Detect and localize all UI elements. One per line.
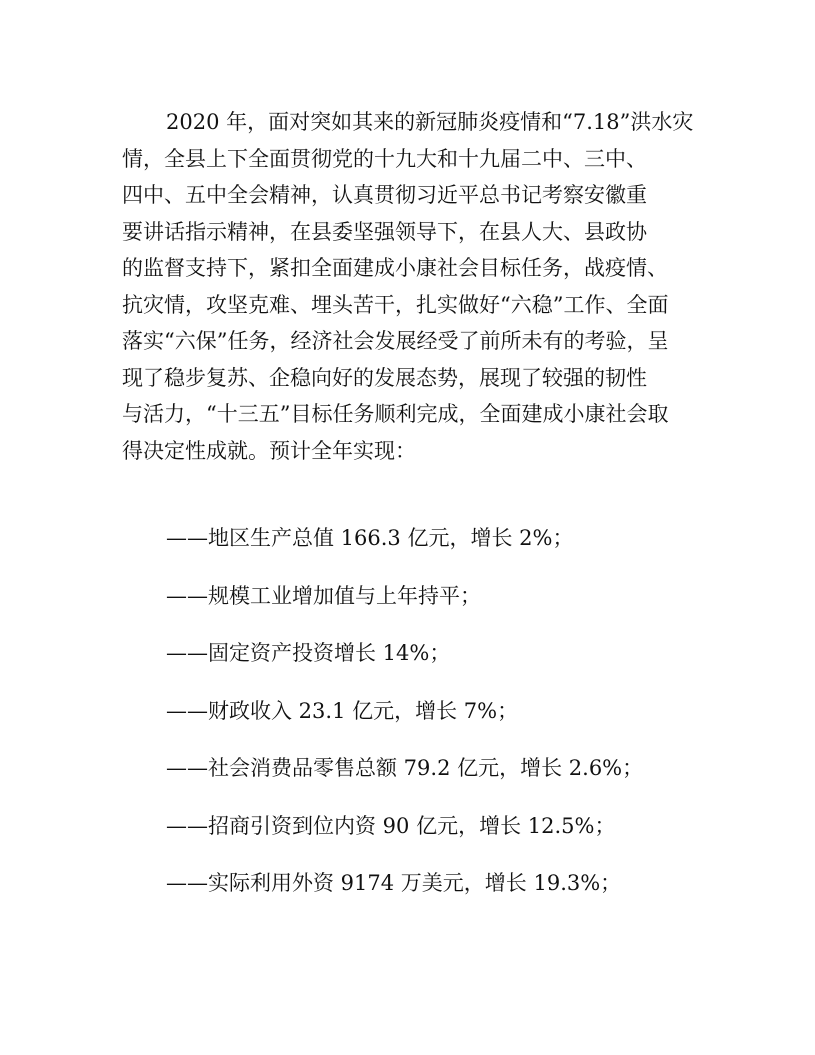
paragraph-line: 的监督支持下，紧扣全面建成小康社会目标任务，战疫情、 (122, 256, 668, 280)
list-item: ——财政收入 23.1 亿元，增长 7%； (166, 698, 519, 723)
paragraph-line: 抗灾情，攻坚克难、埋头苦干，扎实做好“六稳”工作、全面 (122, 292, 669, 317)
list-item: ——招商引资到位内资 90 亿元，增长 12.5%； (166, 813, 616, 838)
paragraph-line: 2020 年，面对突如其来的新冠肺炎疫情和“7.18”洪水灾 (166, 110, 694, 134)
list-item: ——固定资产投资增长 14%； (166, 641, 451, 665)
list-item: ——社会消费品零售总额 79.2 亿元，增长 2.6%； (166, 756, 644, 780)
list-item: ——规模工业增加值与上年持平； (166, 583, 481, 608)
paragraph-line: 与活力，“十三五”目标任务顺利完成，全面建成小康社会取 (122, 402, 669, 426)
paragraph-line: 现了稳步复苏、企稳向好的发展态势，展现了较强的韧性 (122, 365, 647, 390)
intro-paragraph (122, 104, 710, 469)
paragraph-line: 情，全县上下全面贯彻党的十九大和十九届二中、三中、 (122, 146, 647, 171)
indicator-list (166, 520, 726, 923)
paragraph-line: 要讲话指示精神，在县委坚强领导下，在县人大、县政协 (122, 219, 647, 244)
list-item: ——地区生产总值 166.3 亿元，增长 2%； (166, 526, 574, 550)
paragraph-line: 四中、五中全会精神，认真贯彻习近平总书记考察安徽重 (122, 183, 647, 207)
list-item: ——实际利用外资 9174 万美元，增长 19.3%； (166, 871, 622, 895)
paragraph-line: 得决定性成就。预计全年实现： (122, 438, 416, 463)
paragraph-line: 落实“六保”任务，经济社会发展经受了前所未有的考验，呈 (122, 329, 669, 353)
